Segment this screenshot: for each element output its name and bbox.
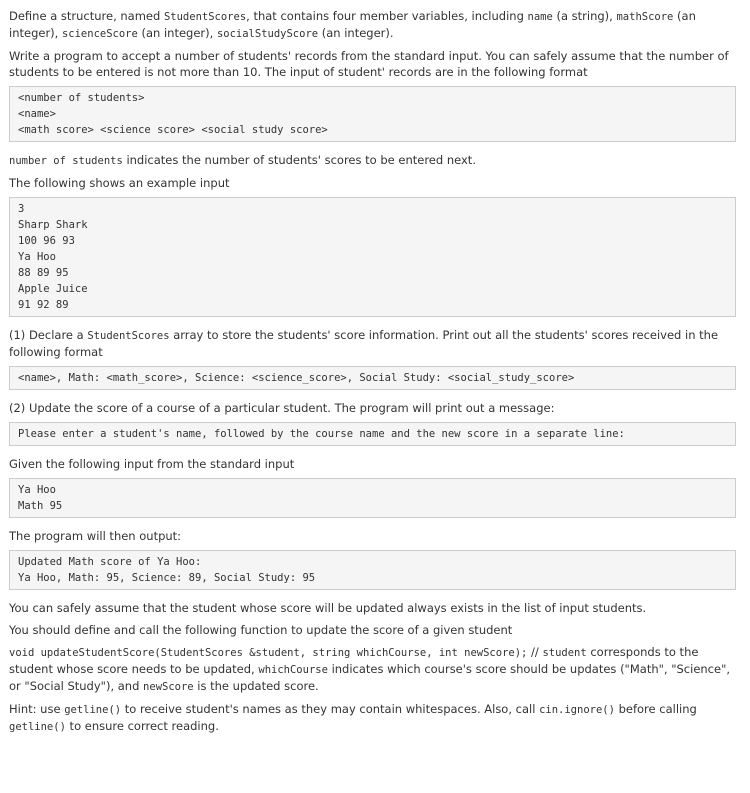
write-program-paragraph: Write a program to accept a number of students' records from the standard input. You can safely assume that the number of students to be entered is not more than 10. The input of student' records are in the following format <box>9 49 729 79</box>
prompt-message-block <box>9 422 736 446</box>
assume-paragraph: You can safely assume that the student whose score will be updated always exists in the list of input students. <box>9 601 647 615</box>
given-input-paragraph: Given the following input from the standard input <box>9 457 295 471</box>
then-line: Updated Math score of Ya Hoo: <box>18 556 202 568</box>
function-signature-paragraph <box>9 644 736 695</box>
member-name-code: name <box>527 11 553 23</box>
step1-text-1: (1) Declare a <box>9 328 88 342</box>
given-line: Math 95 <box>18 500 63 512</box>
param-whichcourse-code: whichCourse <box>258 664 328 676</box>
step1-text-2: array to store the students' score information. Print out all the students' scores received in the following format <box>9 328 719 359</box>
intro-text-6: (an integer). <box>318 26 394 40</box>
format-line: <math score> <science score> <social study score> <box>18 124 328 136</box>
example-line: 88 89 95 <box>18 267 69 279</box>
number-of-students-code: number of students <box>9 155 123 167</box>
intro-text-1: Define a structure, named <box>9 9 164 23</box>
function-text-1: // <box>527 645 543 659</box>
struct-name-code: StudentScores <box>163 11 247 23</box>
function-text-4: is the updated score. <box>193 679 319 693</box>
define-function-paragraph: You should define and call the following function to update the score of a given student <box>9 623 513 637</box>
function-text-3: indicates which course's score should be updates ("Math", "Science", or "Social Study"), and <box>9 662 731 693</box>
intro-paragraph <box>9 8 736 42</box>
example-line: Apple Juice <box>18 283 88 295</box>
getline-code-2: getline() <box>9 721 66 733</box>
example-line: 100 96 93 <box>18 235 75 247</box>
output-format-line: <name>, Math: <math_score>, Science: <science_score>, Social Study: <social_study_score> <box>18 372 575 384</box>
example-line: 91 92 89 <box>18 299 69 311</box>
hint-paragraph <box>9 701 736 735</box>
cin-ignore-code: cin.ignore() <box>539 704 615 716</box>
step1-paragraph <box>9 327 736 360</box>
step2-paragraph: (2) Update the score of a course of a particular student. The program will print out a message: <box>9 401 555 415</box>
function-text-2: corresponds to the student whose score needs to be updated, <box>9 645 699 676</box>
format-line: <number of students> <box>18 92 145 104</box>
example-line: Sharp Shark <box>18 219 88 231</box>
hint-text-4: to ensure correct reading. <box>65 719 219 733</box>
input-format-block <box>9 86 736 142</box>
param-newscore-code: newScore <box>143 681 194 693</box>
hint-text-2: to receive student's names as they may contain whitespaces. Also, call <box>121 702 540 716</box>
hint-text-3: before calling <box>614 702 697 716</box>
output-format-block <box>9 366 736 390</box>
format-line: <name> <box>18 108 56 120</box>
then-output-paragraph: The program will then output: <box>9 529 182 543</box>
example-intro-paragraph: The following shows an example input <box>9 176 230 190</box>
then-output-block <box>9 550 736 590</box>
given-line: Ya Hoo <box>18 484 56 496</box>
function-signature-code: void updateStudentScore(StudentScores &student, string whichCourse, int newScore); <box>9 647 528 659</box>
intro-text-4: (an integer), <box>9 9 696 40</box>
then-line: Ya Hoo, Math: 95, Science: 89, Social Study: 95 <box>18 572 316 584</box>
example-input-block <box>9 197 736 317</box>
intro-text-5: (an integer), <box>137 26 217 40</box>
prompt-line: Please enter a student's name, followed by the course name and the new score in a separate line: <box>18 428 625 440</box>
member-socialstudyscore-code: socialStudyScore <box>216 28 319 40</box>
example-line: 3 <box>18 203 25 215</box>
member-sciencescore-code: scienceScore <box>61 28 138 40</box>
number-text: indicates the number of students' scores to be entered next. <box>122 153 476 167</box>
number-of-students-paragraph <box>9 152 736 169</box>
getline-code: getline() <box>64 704 122 716</box>
intro-text-2: , that contains four member variables, including <box>246 9 528 23</box>
param-student-code: student <box>542 647 587 659</box>
given-input-block <box>9 478 736 518</box>
member-mathscore-code: mathScore <box>616 11 674 23</box>
hint-text-1: Hint: use <box>9 702 65 716</box>
example-line: Ya Hoo <box>18 251 56 263</box>
intro-text-3: (a string), <box>552 9 617 23</box>
step1-struct-code: StudentScores <box>87 330 170 342</box>
